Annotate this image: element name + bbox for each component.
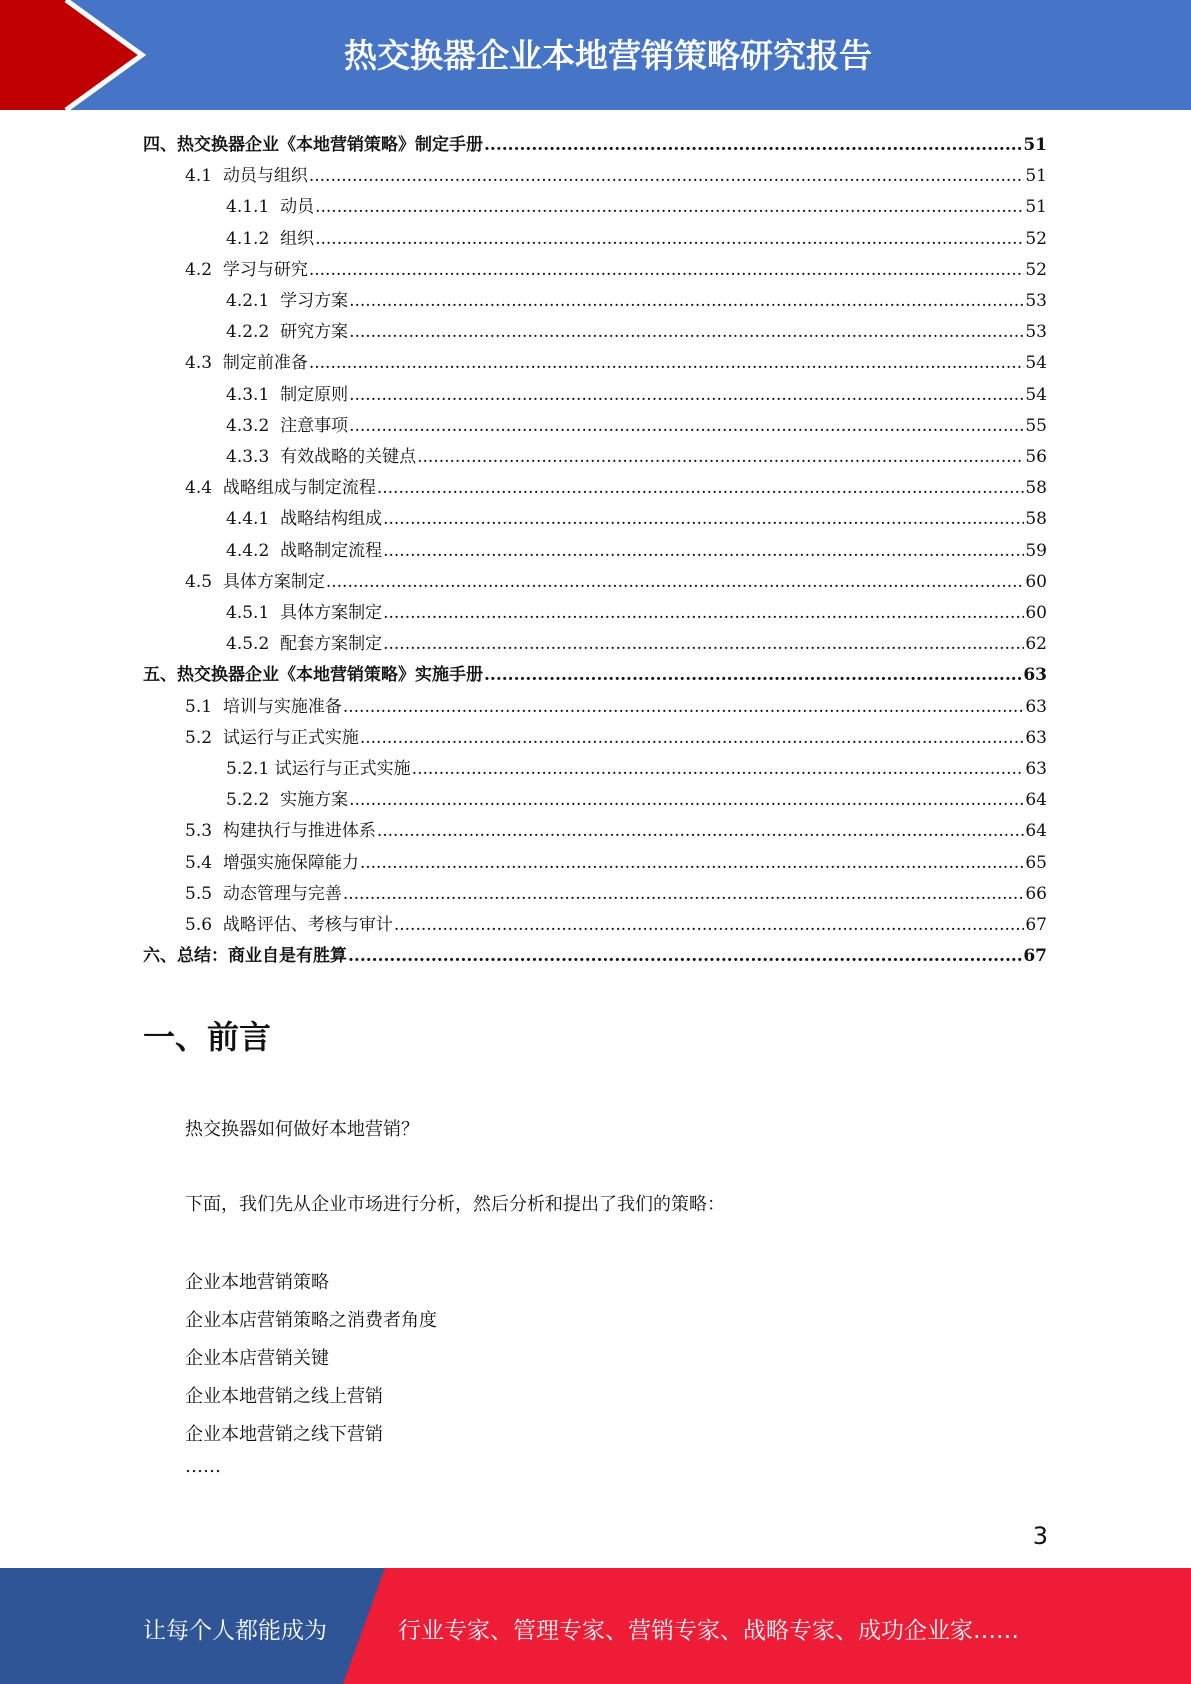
toc-page: 63 <box>1023 665 1047 686</box>
toc-leader-dots <box>360 853 1025 873</box>
toc-label: 4.5.1 具体方案制定 <box>226 603 383 623</box>
toc-leader-dots <box>349 385 1024 405</box>
toc-page: 64 <box>1025 821 1047 842</box>
toc-entry[interactable] <box>185 816 1047 847</box>
page-header <box>0 0 1191 110</box>
toc-entry[interactable] <box>185 161 1047 192</box>
toc-leader-dots <box>383 509 1024 529</box>
toc-label: 4.5 具体方案制定 <box>185 571 325 592</box>
toc-label: 4.1.1 动员 <box>226 197 315 218</box>
page-number: 3 <box>1032 1522 1048 1550</box>
toc-label: 5.2.1 试运行与正式实施 <box>226 759 411 779</box>
toc-entry[interactable] <box>185 473 1047 504</box>
toc-leader-dots <box>383 634 1024 654</box>
toc-page: 64 <box>1025 790 1047 811</box>
toc-entry[interactable] <box>185 348 1047 379</box>
toc-label: 4.3 制定前准备 <box>185 353 308 374</box>
toc-label: 5.3 构建执行与推进体系 <box>185 821 376 842</box>
toc-leader-dots <box>315 229 1024 249</box>
footer-slogan-left: 让每个人都能成为 <box>143 1618 327 1644</box>
paragraph: 热交换器如何做好本地营销？ <box>185 1119 419 1140</box>
toc-page: 63 <box>1025 727 1047 748</box>
toc-leader-dots <box>343 884 1025 904</box>
toc-page: 52 <box>1025 259 1047 280</box>
toc-leader-dots <box>309 353 1025 373</box>
toc-entry[interactable] <box>143 130 1047 161</box>
paragraph: 企业本店营销策略之消费者角度 <box>185 1310 437 1331</box>
toc-page: 66 <box>1025 883 1047 904</box>
toc-entry[interactable] <box>226 504 1047 535</box>
paragraph: 企业本地营销策略 <box>185 1272 329 1293</box>
toc-entry[interactable] <box>226 785 1047 816</box>
toc-label: 4.1.2 组织 <box>226 228 315 249</box>
toc-leader-dots <box>360 728 1025 748</box>
toc-label: 4.4.2 战略制定流程 <box>226 540 383 561</box>
toc-label: 4.3.1 制定原则 <box>226 384 349 405</box>
toc-entry[interactable] <box>226 286 1047 317</box>
toc-leader-dots <box>349 291 1024 311</box>
toc-label: 4.1 动员与组织 <box>185 166 308 187</box>
section-heading: 一、前言 <box>143 1018 272 1056</box>
toc-label: 5.4 增强实施保障能力 <box>185 852 359 873</box>
toc-label: 5.6 战略评估、考核与审计 <box>185 915 393 935</box>
toc-page: 63 <box>1025 759 1047 779</box>
toc-label: 5.2 试运行与正式实施 <box>185 727 359 748</box>
toc-label: 5.5 动态管理与完善 <box>185 883 342 904</box>
toc-leader-dots <box>383 541 1024 561</box>
page-footer <box>0 1568 1191 1684</box>
toc-entry[interactable] <box>143 941 1047 972</box>
toc-entry[interactable] <box>226 380 1047 411</box>
toc-entry[interactable] <box>185 848 1047 879</box>
toc-label: 5.2.2 实施方案 <box>226 790 349 811</box>
paragraph: 下面，我们先从企业市场进行分析，然后分析和提出了我们的策略： <box>185 1194 725 1215</box>
toc-page: 63 <box>1025 696 1047 717</box>
toc-page: 52 <box>1025 228 1047 249</box>
toc-entry[interactable] <box>226 192 1047 223</box>
toc-leader-dots <box>349 416 1024 436</box>
toc-leader-dots <box>377 478 1025 498</box>
toc-leader-dots <box>348 946 1022 966</box>
paragraph: 企业本店营销关键 <box>185 1348 329 1369</box>
paragraph: 企业本地营销之线上营销 <box>185 1386 383 1407</box>
toc-leader-dots <box>349 790 1024 810</box>
toc-leader-dots <box>383 603 1024 623</box>
toc-label: 六、总结：商业自是有胜算 <box>143 946 347 967</box>
toc-entry[interactable] <box>143 660 1047 691</box>
toc-entry[interactable] <box>226 442 1047 473</box>
toc-entry[interactable] <box>226 411 1047 442</box>
toc-page: 56 <box>1025 447 1047 467</box>
toc-page: 60 <box>1025 603 1047 623</box>
toc-leader-dots <box>326 572 1025 592</box>
toc-leader-dots <box>309 260 1025 280</box>
toc-label: 5.1 培训与实施准备 <box>185 696 342 717</box>
toc-leader-dots <box>484 135 1022 155</box>
toc-page: 53 <box>1025 291 1047 311</box>
toc-label: 4.3.3 有效战略的关键点 <box>226 447 417 467</box>
toc-entry[interactable] <box>226 536 1047 567</box>
toc-entry[interactable] <box>185 723 1047 754</box>
toc-page: 51 <box>1023 135 1047 155</box>
toc-entry[interactable] <box>185 567 1047 598</box>
toc-leader-dots <box>484 665 1022 685</box>
toc-label: 4.2 学习与研究 <box>185 259 308 280</box>
toc-page: 65 <box>1025 852 1047 873</box>
paragraph: 企业本地营销之线下营销 <box>185 1424 383 1445</box>
toc-leader-dots <box>309 166 1025 186</box>
toc-page: 54 <box>1025 384 1047 405</box>
toc-entry[interactable] <box>185 692 1047 723</box>
toc-page: 58 <box>1025 509 1047 530</box>
toc-leader-dots <box>394 915 1025 935</box>
toc-leader-dots <box>315 197 1024 217</box>
toc-page: 60 <box>1025 571 1047 592</box>
toc-label: 4.2.2 研究方案 <box>226 322 349 343</box>
toc-label: 4.4.1 战略结构组成 <box>226 509 383 530</box>
toc-page: 55 <box>1025 415 1047 436</box>
toc-page: 51 <box>1025 166 1047 187</box>
toc-page: 62 <box>1025 634 1047 655</box>
toc-entry[interactable] <box>185 879 1047 910</box>
toc-leader-dots <box>417 447 1024 467</box>
toc-entry[interactable] <box>185 255 1047 286</box>
toc-page: 53 <box>1025 322 1047 343</box>
toc-leader-dots <box>343 697 1025 717</box>
toc-entry[interactable] <box>226 317 1047 348</box>
toc-entry[interactable] <box>226 598 1047 629</box>
toc-page: 58 <box>1025 478 1047 499</box>
toc-page: 67 <box>1023 946 1047 967</box>
toc-leader-dots <box>412 759 1025 779</box>
toc-page: 54 <box>1025 353 1047 374</box>
toc-entry[interactable] <box>185 910 1047 941</box>
toc-page: 51 <box>1025 197 1047 218</box>
toc-leader-dots <box>349 322 1024 342</box>
paragraph: …… <box>185 1456 221 1477</box>
footer-slogan-right: 行业专家、管理专家、营销专家、战略专家、成功企业家…… <box>398 1618 1019 1644</box>
toc-label: 五、热交换器企业《本地营销策略》实施手册 <box>143 665 483 686</box>
toc-label: 四、热交换器企业《本地营销策略》制定手册 <box>143 135 483 155</box>
toc-entry[interactable] <box>226 224 1047 255</box>
toc-page: 59 <box>1025 540 1047 561</box>
toc-entry[interactable] <box>226 754 1047 785</box>
toc-leader-dots <box>377 821 1025 841</box>
toc-label: 4.2.1 学习方案 <box>226 291 349 311</box>
toc-page: 67 <box>1025 915 1047 935</box>
toc-label: 4.3.2 注意事项 <box>226 415 349 436</box>
toc-label: 4.5.2 配套方案制定 <box>226 634 383 655</box>
toc-label: 4.4 战略组成与制定流程 <box>185 478 376 499</box>
document-title: 热交换器企业本地营销策略研究报告 <box>344 36 872 75</box>
toc-entry[interactable] <box>226 629 1047 660</box>
